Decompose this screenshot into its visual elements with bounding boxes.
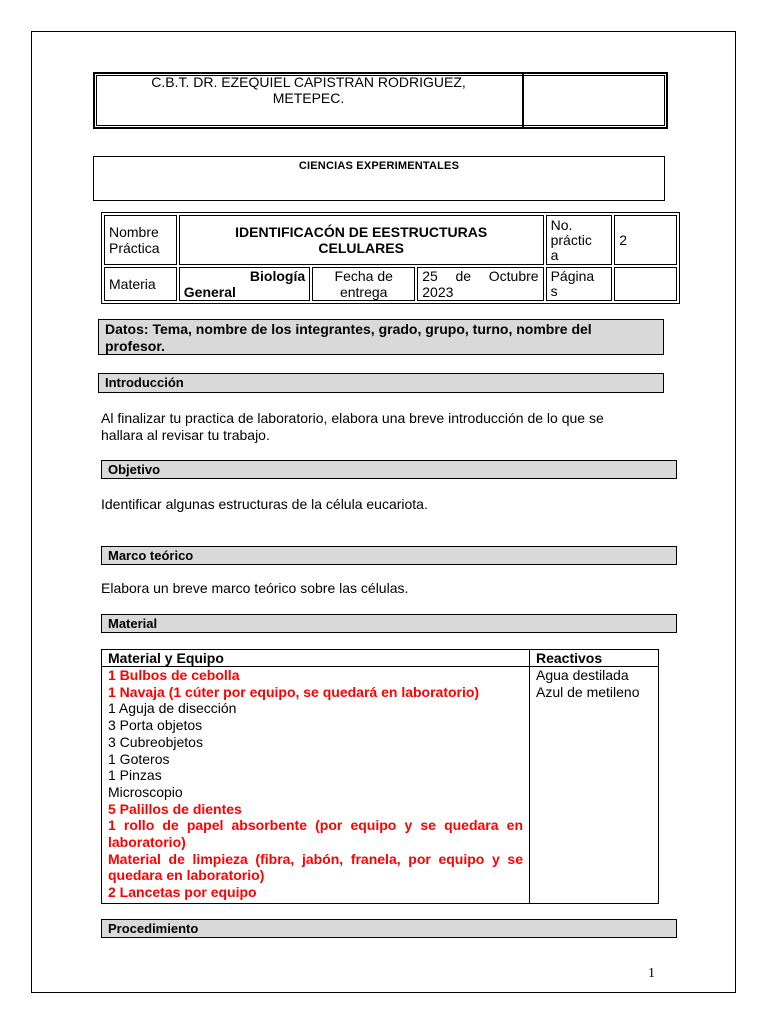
practice-number-label: No. práctic a [546,215,613,265]
list-item: 3 Porta objetos [108,717,203,734]
reagents-list [530,667,659,904]
materials-header: Material y Equipo [102,650,530,667]
practice-name-label: Nombre Práctica [104,215,177,265]
practice-title: IDENTIFICACÓN DE EESTRUCTURAS CELULARES [179,215,544,265]
pages-label: Página s [546,267,613,301]
reagents-header: Reactivos [530,650,659,667]
list-item: Agua destilada [536,667,629,683]
list-item: 5 Palillos de dientes [108,800,242,817]
objective-text: Identificar algunas estructuras de la célula eucariota. [101,496,428,512]
list-item: 1 Bulbos de cebolla [108,667,240,683]
introduction-text: Al finalizar tu practica de laboratorio, elabora una breve introducción de lo que se hallara al revisar tu trabajo. [101,410,604,443]
list-item: 1 rollo de papel absorbente (por equipo y se quedara en laboratorio) [108,817,523,851]
list-item: Microscopio [108,783,183,800]
subject-area-title: CIENCIAS EXPERIMENTALES [298,160,460,172]
subject-area-box [93,156,665,201]
subject-label: Materia [104,267,177,301]
school-name: C.B.T. DR. EZEQUIEL CAPISTRAN RODRIGUEZ, METEPEC. [151,74,466,106]
page-number: 1 [648,966,655,981]
list-item: 2 Lancetas por equipo [108,884,257,901]
section-material: Material [101,614,677,633]
list-item: 1 Goteros [108,750,170,767]
due-date-label: Fecha de entrega [312,267,415,301]
practice-info-table [101,212,680,304]
school-header [93,72,668,129]
list-item: 1 Aguja de disección [108,700,237,717]
list-item: 3 Cubreobjetos [108,733,203,750]
section-introduction: Introducción [98,373,664,393]
section-objective: Objetivo [101,460,677,479]
list-item: 1 Navaja (1 cúter por equipo, se quedará en laboratorio) [108,683,480,700]
practice-number-value: 2 [614,215,677,265]
due-date-value: 25 de Octubre 2023 [417,267,543,301]
subject-value: Biología General [179,267,310,301]
materials-list [102,667,530,904]
theoretical-framework-text: Elabora un breve marco teórico sobre las células. [101,580,409,596]
pages-value [614,267,677,301]
section-theoretical-framework: Marco teórico [101,546,677,565]
section-procedure: Procedimiento [101,919,677,938]
data-instructions-bar: Datos: Tema, nombre de los integrantes, grado, grupo, turno, nombre del profesor. [98,319,664,355]
list-item: 1 Pinzas [108,767,162,784]
list-item: Azul de metileno [536,683,640,700]
materials-table [101,649,659,904]
list-item: Material de limpieza (fibra, jabón, franela, por equipo y se quedara en laboratorio) [108,850,523,884]
